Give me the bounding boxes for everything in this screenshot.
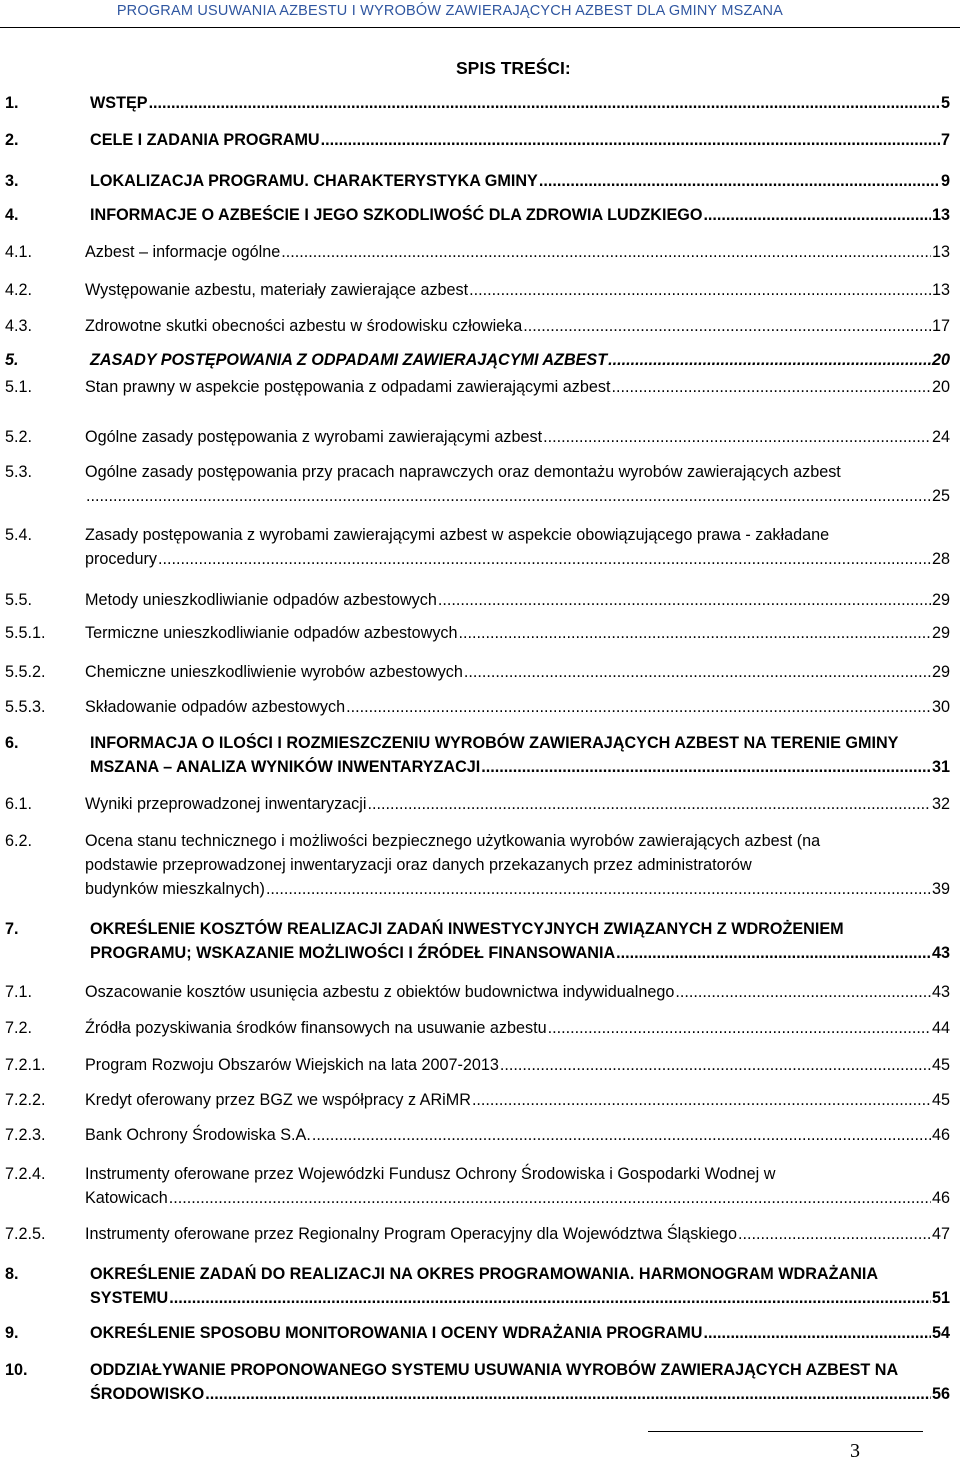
toc-entry-page: 17 <box>931 317 950 335</box>
toc-entry-title: OKREŚLENIE KOSZTÓW REALIZACJI ZADAŃ INWESTYCYJNYCH ZWIĄZANYCH Z WDROŻENIEM <box>90 920 844 938</box>
toc-entry-body <box>90 348 950 372</box>
toc-entry-body <box>90 1262 950 1310</box>
toc-entry-title: WSTĘP <box>90 94 148 112</box>
toc-entry-number: 7.2.5. <box>5 1225 46 1243</box>
toc-entry-body <box>85 1222 950 1246</box>
toc-entry-title: Kredyt oferowany przez BGZ we współpracy z ARiMR <box>85 1091 471 1109</box>
toc-leader-dots <box>459 621 931 645</box>
toc-entry-number: 5.3. <box>5 463 33 481</box>
toc-entry-number: 5.5.3. <box>5 698 46 716</box>
toc-entry-title: Bank Ochrony Środowiska S.A. <box>85 1126 311 1144</box>
toc-entry-number: 1. <box>5 94 19 112</box>
header-title: PROGRAM USUWANIA AZBESTU I WYROBÓW ZAWIERAJĄCYCH AZBEST DLA GMINY MSZANA <box>116 3 783 19</box>
toc-entry-page: 5 <box>940 94 950 112</box>
toc-entry-title: Metody unieszkodliwianie odpadów azbestowych <box>85 591 437 609</box>
toc-entry-body <box>90 203 950 227</box>
toc-entry-number: 5.1. <box>5 378 33 396</box>
page-number: 3 <box>850 1440 860 1462</box>
toc-entry-title: Zasady postępowania z wyrobami zawierającymi azbest w aspekcie obowiązującego prawa - zakładane <box>85 526 830 544</box>
toc-leader-dots <box>616 941 931 965</box>
toc-entry-number: 2. <box>5 131 19 149</box>
toc-leader-dots <box>675 980 931 1004</box>
toc-entry-title: procedury <box>85 550 157 568</box>
toc-leader-dots <box>608 348 931 372</box>
toc-entry-page: 45 <box>931 1091 950 1109</box>
toc-leader-dots <box>312 1123 931 1147</box>
toc-entry-number: 4. <box>5 206 19 224</box>
toc-entry-title: LOKALIZACJA PROGRAMU. CHARAKTERYSTYKA GMINY <box>90 172 538 190</box>
toc-entry-title: INFORMACJA O ILOŚCI I ROZMIESZCZENIU WYROBÓW ZAWIERAJĄCYCH AZBEST NA TERENIE GMINY <box>90 734 899 752</box>
toc-entry-page: 45 <box>931 1056 950 1074</box>
toc-entry-page: 39 <box>931 880 950 898</box>
toc-entry-page: 44 <box>931 1019 950 1037</box>
toc-entry-title: Instrumenty oferowane przez Regionalny Program Operacyjny dla Województwa Śląskiego <box>85 1225 738 1243</box>
toc-leader-dots <box>438 588 931 612</box>
toc-leader-dots <box>703 1321 931 1345</box>
toc-entry-page: 30 <box>931 698 950 716</box>
toc-leader-dots <box>281 240 931 264</box>
toc-entry-number: 7.2.1. <box>5 1056 46 1074</box>
toc-leader-dots <box>548 1016 931 1040</box>
toc-leader-dots <box>346 695 931 719</box>
toc-entry-number: 5.2. <box>5 428 33 446</box>
toc-leader-dots <box>205 1382 931 1406</box>
toc-entry-page: 25 <box>931 487 950 505</box>
toc-entry-title: Azbest – informacje ogólne <box>85 243 281 261</box>
toc-entry-page: 43 <box>931 944 950 962</box>
toc-entry-body <box>90 128 950 152</box>
toc-entry-number: 7.2.4. <box>5 1165 46 1183</box>
toc-entry-page: 43 <box>931 983 950 1001</box>
toc-leader-dots <box>149 91 940 115</box>
toc-entry-page: 46 <box>931 1189 950 1207</box>
toc-leader-dots <box>169 1286 931 1310</box>
toc-entry-number: 7.2.3. <box>5 1126 46 1144</box>
toc-entry-number: 5.4. <box>5 526 33 544</box>
toc-entry-number: 5.5.2. <box>5 663 46 681</box>
toc-entry-title: Program Rozwoju Obszarów Wiejskich na lata 2007-2013 <box>85 1056 499 1074</box>
toc-entry-page: 7 <box>940 131 950 149</box>
toc-entry-title: Instrumenty oferowane przez Wojewódzki Fundusz Ochrony Środowiska i Gospodarki Wodnej w <box>85 1165 776 1183</box>
toc-entry-body <box>85 240 950 264</box>
toc-leader-dots <box>543 425 931 449</box>
toc-entry-page: 24 <box>931 428 950 446</box>
toc-entry-body <box>85 1162 950 1210</box>
toc-entry-title: Termiczne unieszkodliwianie odpadów azbestowych <box>85 624 458 642</box>
toc-entry-page: 47 <box>931 1225 950 1243</box>
toc-entry-number: 10. <box>5 1361 28 1379</box>
toc-entry-body <box>90 91 950 115</box>
toc-entry-number: 7.1. <box>5 983 33 1001</box>
toc-entry-number: 8. <box>5 1265 19 1283</box>
toc-entry-title: OKREŚLENIE ZADAŃ DO REALIZACJI NA OKRES PROGRAMOWANIA. HARMONOGRAM WDRAŻANIA <box>90 1265 879 1283</box>
toc-entry-body <box>85 314 950 338</box>
toc-entry-title: OKREŚLENIE SPOSOBU MONITOROWANIA I OCENY WDRAŻANIA PROGRAMU <box>90 1324 703 1342</box>
toc-entry-title: Zdrowotne skutki obecności azbestu w środowisku człowieka <box>85 317 523 335</box>
toc-entry-page: 56 <box>931 1385 950 1403</box>
toc-entry-body <box>85 660 950 684</box>
toc-entry-title: Stan prawny w aspekcie postępowania z odpadami zawierającymi azbest <box>85 378 611 396</box>
toc-entry-number: 4.2. <box>5 281 33 299</box>
toc-entry-page: 29 <box>931 591 950 609</box>
toc-entry-body <box>85 523 950 571</box>
toc-leader-dots <box>481 755 931 779</box>
toc-entry-number: 7.2. <box>5 1019 33 1037</box>
toc-entry-number: 6.2. <box>5 832 33 850</box>
toc-leader-dots <box>367 792 931 816</box>
toc-entry-number: 7. <box>5 920 19 938</box>
toc-entry-title: Wyniki przeprowadzonej inwentaryzacji <box>85 795 367 813</box>
toc-entry-page: 29 <box>931 663 950 681</box>
toc-entry-body <box>85 829 950 901</box>
toc-entry-title: Ocena stanu technicznego i możliwości bezpiecznego użytkowania wyrobów zawierających azbest (na <box>85 832 821 850</box>
toc-entry-body <box>90 917 950 965</box>
toc-entry-title: SYSTEMU <box>90 1289 169 1307</box>
toc-entry-body <box>90 731 950 779</box>
toc-entry-title: MSZANA – ANALIZA WYNIKÓW INWENTARYZACJI <box>90 758 481 776</box>
toc-entry-page: 28 <box>931 550 950 568</box>
toc-entry-title: Katowicach <box>85 1189 168 1207</box>
toc-entry-body <box>85 460 950 508</box>
toc-entry-title: budynków mieszkalnych) <box>85 880 265 898</box>
toc-entry-number: 5.5.1. <box>5 624 46 642</box>
toc-entry-number: 6.1. <box>5 795 33 813</box>
toc-entry-title: Źródła pozyskiwania środków finansowych na usuwanie azbestu <box>85 1019 547 1037</box>
toc-leader-dots <box>703 203 931 227</box>
toc-entry-number: 7.2.2. <box>5 1091 46 1109</box>
toc-entry-body <box>85 1053 950 1077</box>
toc-leader-dots <box>86 484 931 508</box>
toc-entry-title: PROGRAMU; WSKAZANIE MOŻLIWOŚCI I ŹRÓDEŁ FINANSOWANIA <box>90 944 616 962</box>
toc-entry-title: Oszacowanie kosztów usunięcia azbestu z obiektów budownictwa indywidualnego <box>85 983 675 1001</box>
toc-entry-title: ŚRODOWISKO <box>90 1385 205 1403</box>
toc-entry-title: INFORMACJE O AZBEŚCIE I JEGO SZKODLIWOŚĆ DLA ZDROWIA LUDZKIEGO <box>90 206 703 224</box>
toc-entry-number: 5. <box>5 351 19 369</box>
toc-entry-page: 46 <box>931 1126 950 1144</box>
toc-leader-dots <box>321 128 940 152</box>
toc-leader-dots <box>158 547 931 571</box>
toc-leader-dots <box>266 877 931 901</box>
toc-leader-dots <box>464 660 931 684</box>
toc-entry-title: ODDZIAŁYWANIE PROPONOWANEGO SYSTEMU USUWANIA WYROBÓW ZAWIERAJĄCYCH AZBEST NA <box>90 1361 899 1379</box>
toc-entry-number: 9. <box>5 1324 19 1342</box>
toc-entry-page: 32 <box>931 795 950 813</box>
toc-entry-title: Ogólne zasady postępowania z wyrobami zawierającymi azbest <box>85 428 543 446</box>
toc-entry-title: podstawie przeprowadzonej inwentaryzacji oraz danych przekazanych przez administratorów <box>85 856 752 874</box>
toc-leader-dots <box>469 278 931 302</box>
toc-entry-body <box>85 695 950 719</box>
toc-entry-body <box>90 1358 950 1406</box>
toc-entry-body <box>90 1321 950 1345</box>
toc-leader-dots <box>611 375 931 399</box>
toc-entry-body <box>85 1088 950 1112</box>
toc-entry-title: Chemiczne unieszkodliwienie wyrobów azbestowych <box>85 663 463 681</box>
toc-entry-page: 13 <box>931 206 950 224</box>
toc-leader-dots <box>500 1053 931 1077</box>
toc-entry-page: 31 <box>931 758 950 776</box>
toc-entry-page: 29 <box>931 624 950 642</box>
toc-entry-body <box>85 1123 950 1147</box>
toc-entry-page: 51 <box>931 1289 950 1307</box>
toc-entry-page: 13 <box>931 243 950 261</box>
toc-entry-number: 4.1. <box>5 243 33 261</box>
toc-leader-dots <box>738 1222 931 1246</box>
toc-entry-body <box>90 169 950 193</box>
header-rule <box>0 27 960 28</box>
toc-entry-body <box>85 278 950 302</box>
toc-leader-dots <box>169 1186 931 1210</box>
toc-entry-number: 4.3. <box>5 317 33 335</box>
toc-entry-page: 54 <box>931 1324 950 1342</box>
toc-entry-number: 6. <box>5 734 19 752</box>
toc-leader-dots <box>539 169 940 193</box>
toc-entry-title: ZASADY POSTĘPOWANIA Z ODPADAMI ZAWIERAJĄCYMI AZBEST <box>90 351 608 369</box>
toc-entry-page: 20 <box>931 351 950 369</box>
toc-entry-body <box>85 792 950 816</box>
toc-entry-page: 9 <box>940 172 950 190</box>
toc-entry-title: Ogólne zasady postępowania przy pracach naprawczych oraz demontażu wyrobów zawierających azbest <box>85 463 841 481</box>
toc-leader-dots <box>523 314 931 338</box>
toc-entry-title: CELE I ZADANIA PROGRAMU <box>90 131 320 149</box>
footer-rule <box>648 1431 923 1432</box>
toc-entry-body <box>85 425 950 449</box>
toc-entry-body <box>85 1016 950 1040</box>
toc-entry-number: 5.5. <box>5 591 33 609</box>
toc-entry-body <box>85 375 950 399</box>
toc-title: SPIS TREŚCI: <box>456 58 571 78</box>
toc-entry-body <box>85 621 950 645</box>
toc-entry-title: Występowanie azbestu, materiały zawierające azbest <box>85 281 469 299</box>
toc-leader-dots <box>472 1088 931 1112</box>
toc-entry-page: 20 <box>931 378 950 396</box>
toc-entry-body <box>85 980 950 1004</box>
toc-entry-body <box>85 588 950 612</box>
toc-entry-number: 3. <box>5 172 19 190</box>
toc-entry-page: 13 <box>931 281 950 299</box>
running-header <box>0 3 960 25</box>
toc-entry-title: Składowanie odpadów azbestowych <box>85 698 346 716</box>
